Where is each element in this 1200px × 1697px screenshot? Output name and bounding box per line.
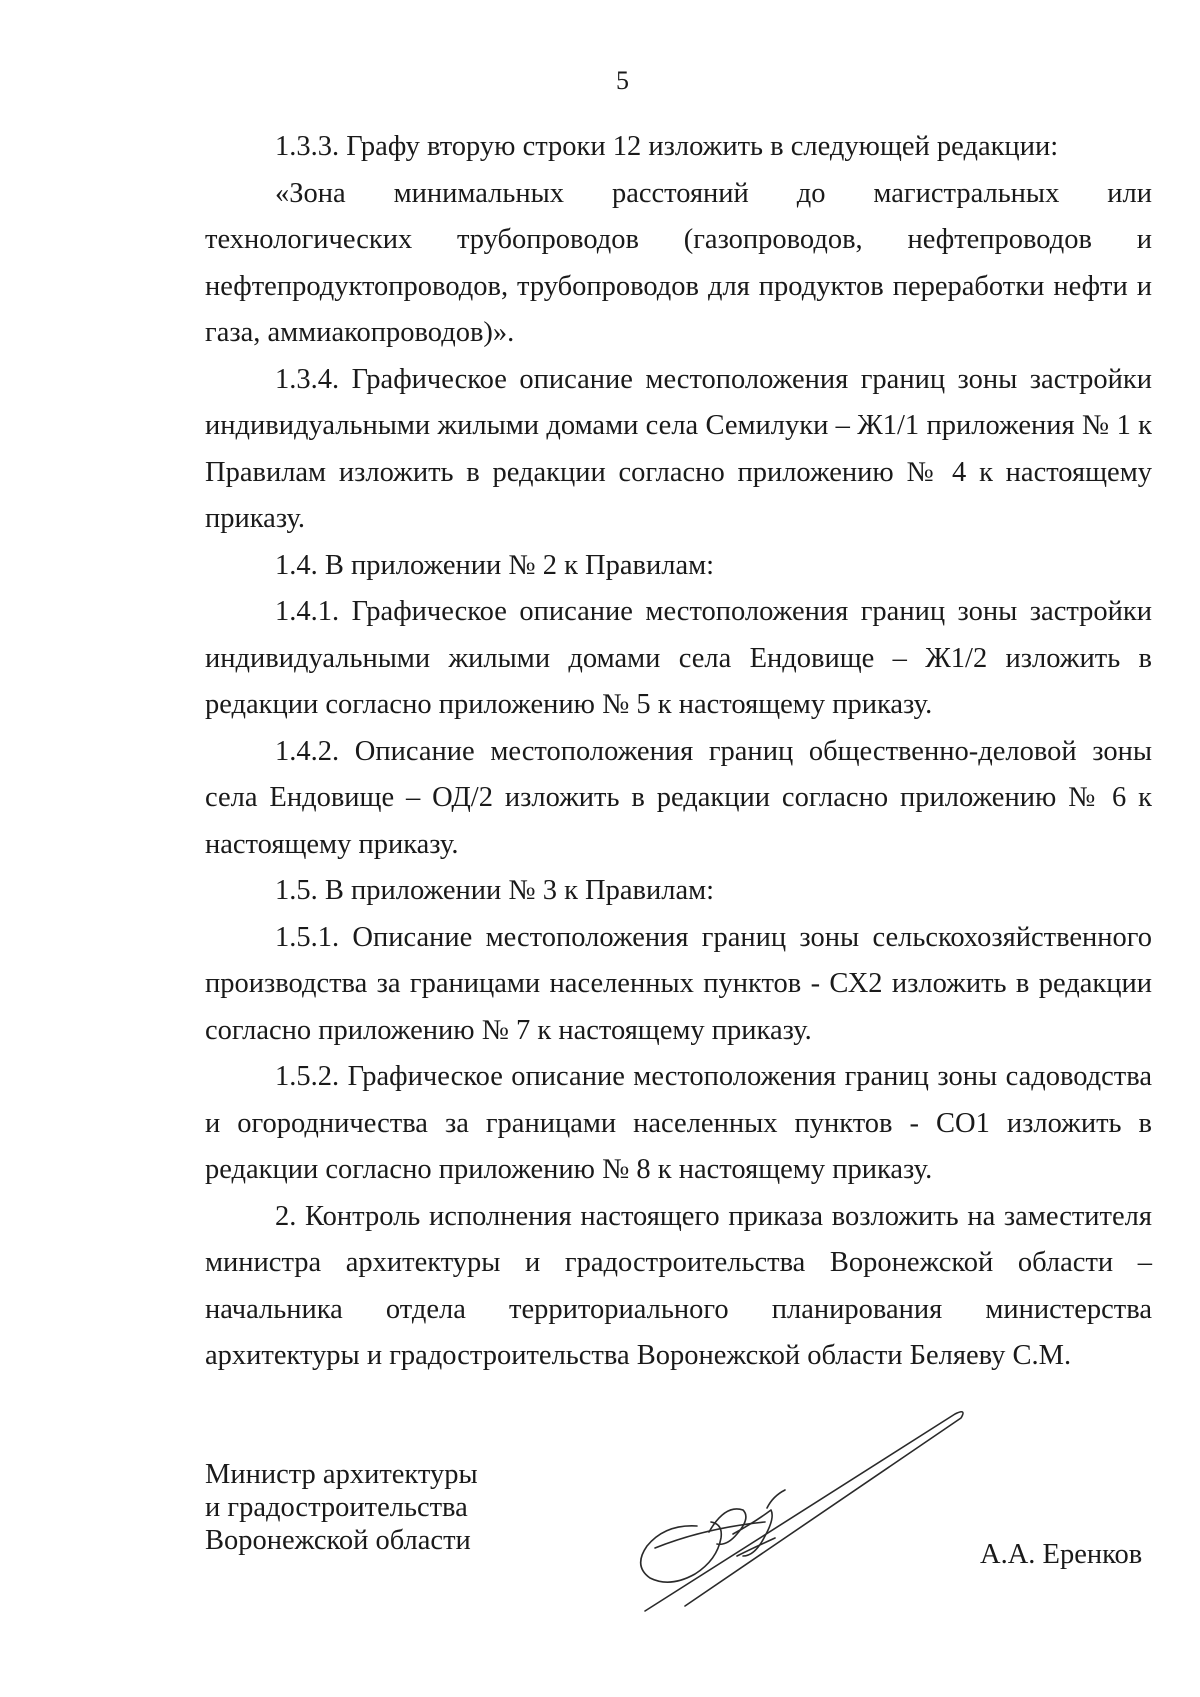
paragraph-1-5: 1.5. В приложении № 3 к Правилам: bbox=[275, 875, 715, 906]
signer-title-line: и градостроительства bbox=[205, 1492, 468, 1523]
signer-name: А.А. Еренков bbox=[980, 1539, 1143, 1570]
signer-title bbox=[205, 1458, 478, 1557]
paragraph-zone-quote: «Зона минимальных расстояний до магистральных или технологических трубопроводов (газопроводов, нефтепроводов и нефтепродуктопроводов, трубопроводов для продуктов переработки нефти и газа, аммиакопроводов)». bbox=[205, 177, 1152, 348]
document-body bbox=[205, 124, 1152, 1380]
paragraph-1-3-4: 1.3.4. Графическое описание местоположения границ зоны застройки индивидуальными жилыми домами села Семилуки – Ж1/1 приложения № 1 к Правилам изложить в редакции согласно приложению № 4 к настоящему приказу. bbox=[205, 363, 1152, 534]
handwritten-signature bbox=[625, 1406, 985, 1616]
signature-block bbox=[0, 1458, 1200, 1658]
paragraph-1-4-2: 1.4.2. Описание местоположения границ общественно-деловой зоны села Ендовище – ОД/2 изложить в редакции согласно приложению № 6 к настоящему приказу. bbox=[205, 735, 1152, 860]
signer-title-line: Воронежской области bbox=[205, 1525, 471, 1556]
paragraph-1-4: 1.4. В приложении № 2 к Правилам: bbox=[275, 549, 715, 581]
paragraph-2-control: 2. Контроль исполнения настоящего приказа возложить на заместителя министра архитектуры и градостроительства Воронежской области – начальника отдела территориального планирования министерства архитектуры и градостроительства Воронежской области Беляеву С.М. bbox=[205, 1200, 1152, 1371]
paragraph-1-4-1: 1.4.1. Графическое описание местоположения границ зоны застройки индивидуальными жилыми домами села Ендовище – Ж1/2 изложить в редакции согласно приложению № 5 к настоящему приказу. bbox=[205, 596, 1152, 720]
paragraph-1-5-1: 1.5.1. Описание местоположения границ зоны сельскохозяйственного производства за границами населенных пунктов - СХ2 изложить в редакции согласно приложению № 7 к настоящему приказу. bbox=[205, 921, 1152, 1046]
signer-title-line: Министр архитектуры bbox=[205, 1459, 478, 1490]
paragraph-1-5-2: 1.5.2. Графическое описание местоположения границ зоны садоводства и огородничества за границами населенных пунктов - СО1 изложить в редакции согласно приложению № 8 к настоящему приказу. bbox=[205, 1061, 1152, 1185]
page-number: 5 bbox=[616, 66, 629, 95]
paragraph-1-3-3: 1.3.3. Графу вторую строки 12 изложить в следующей редакции: bbox=[275, 131, 1059, 162]
